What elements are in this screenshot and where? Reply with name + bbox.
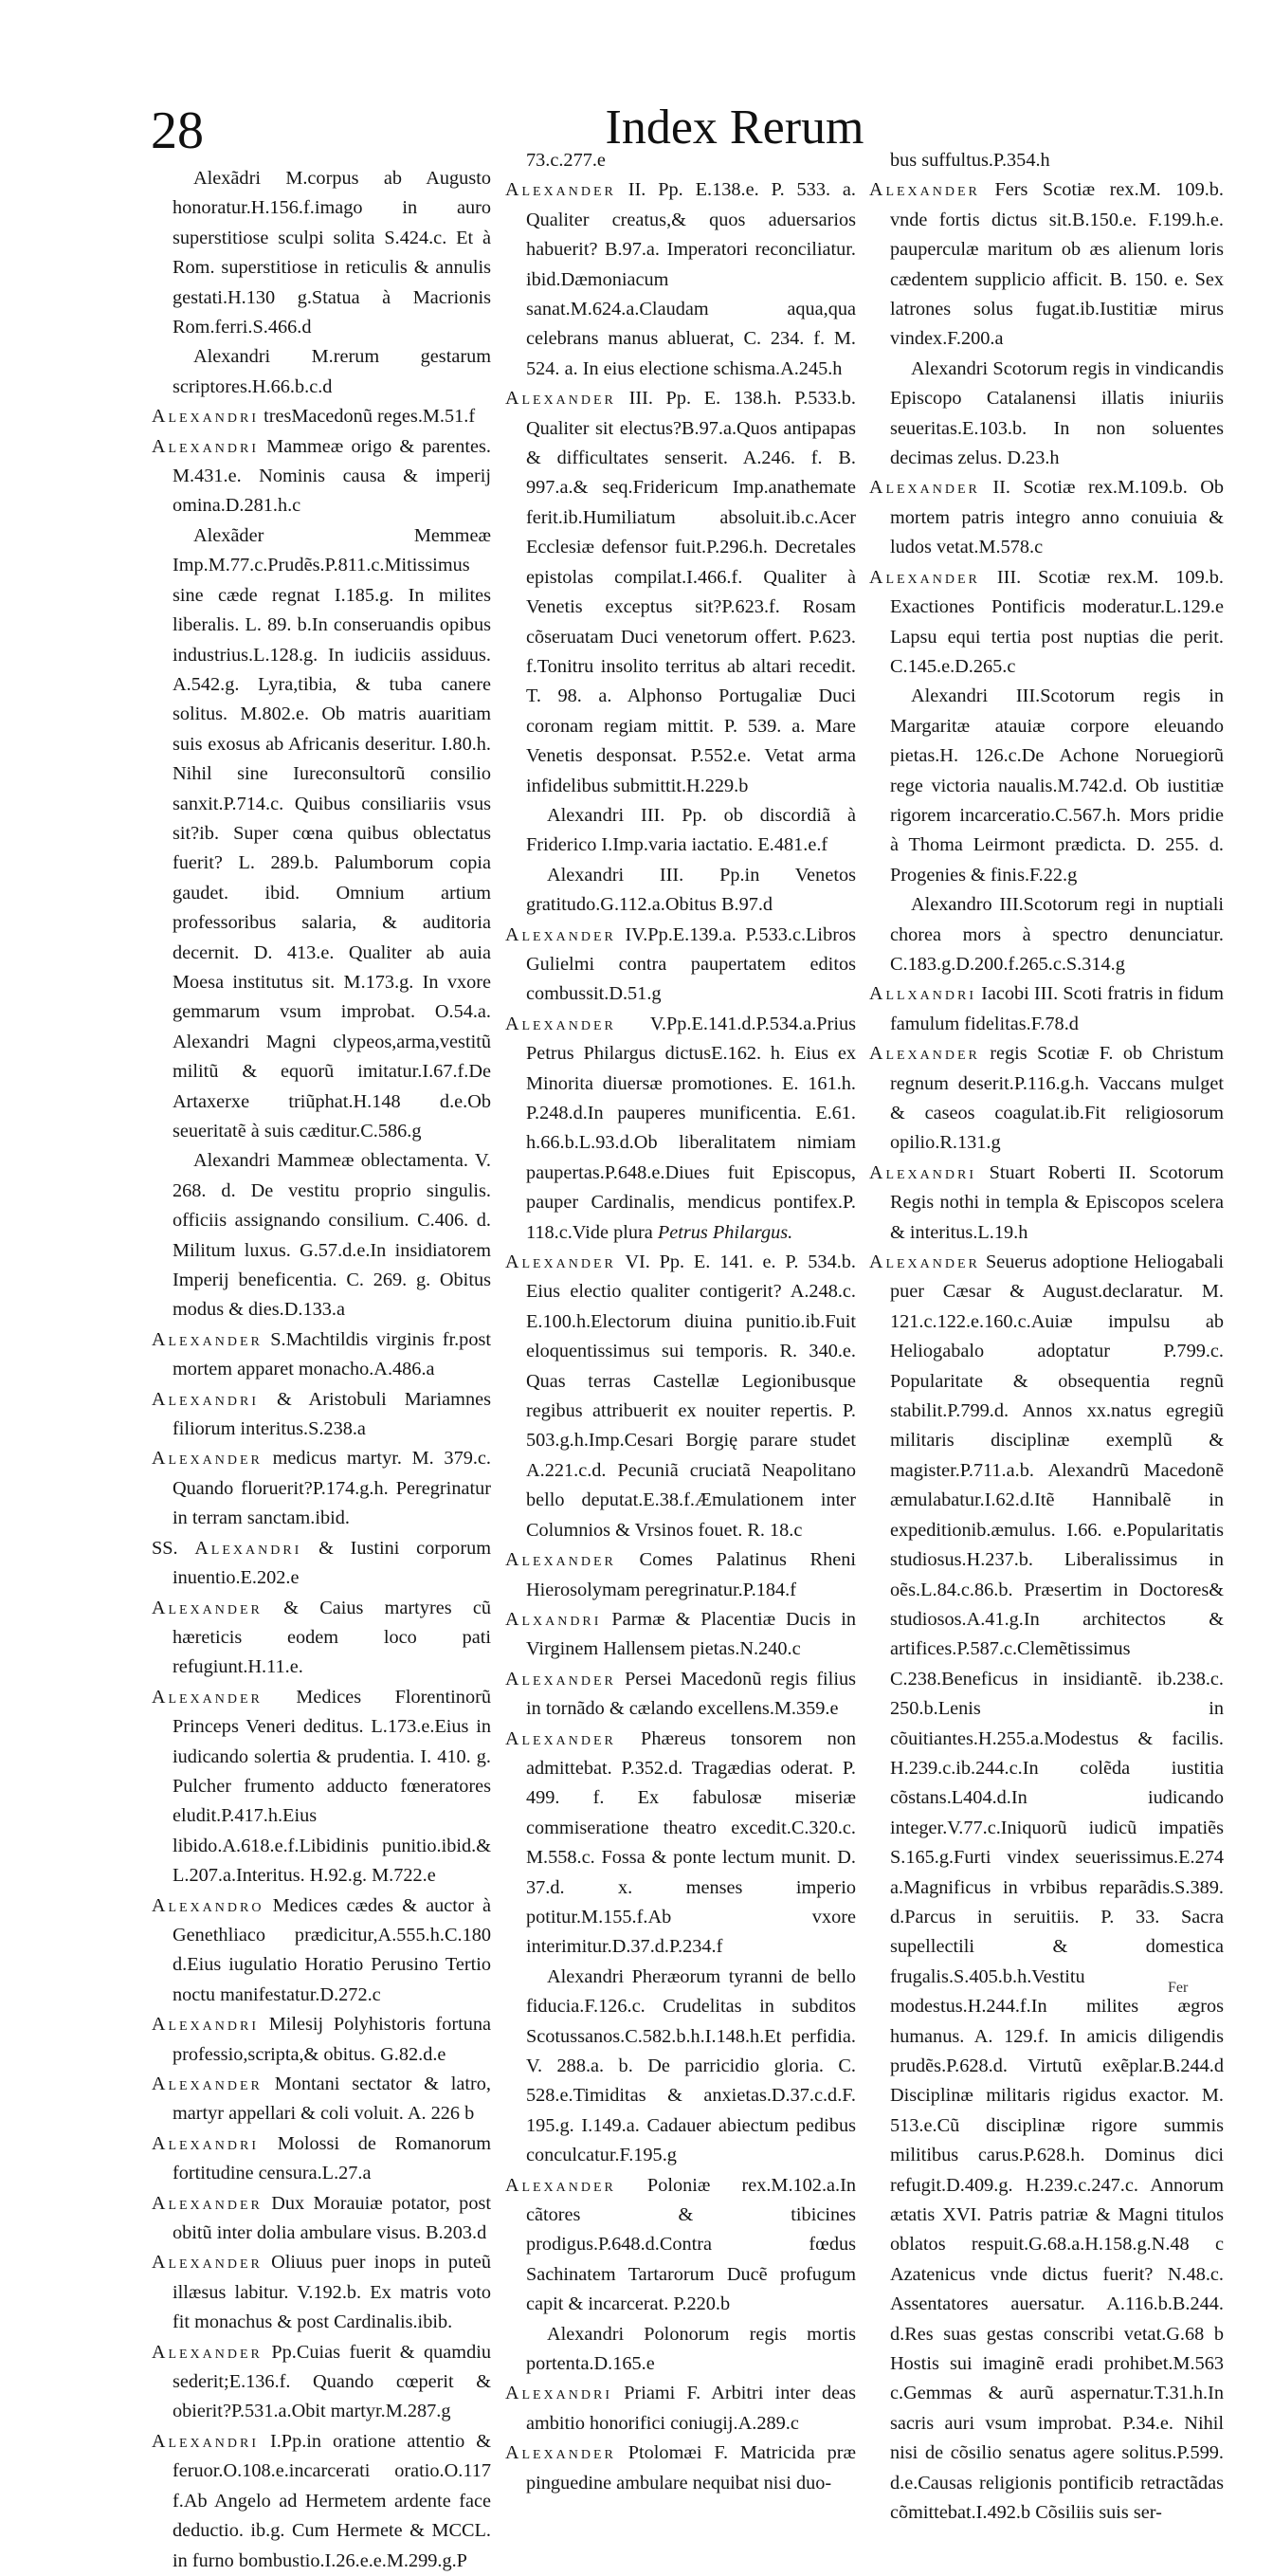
index-entry [505, 801, 856, 861]
index-entry [505, 1248, 856, 1545]
entry-text: II. Pp. E.138.e. P. 533. a. Qualiter creatus,& quos aduersarios habuerit? B.97.a. Imperatori reconciliatur. ibid.Dæmoniacum sanat.M.624.a.Claudam aqua,qua celebrans manus abluerat, C. 234. f. M. 524. a. In eius electione schisma.A.245.h [526, 179, 856, 379]
index-entry [152, 1444, 491, 1533]
entry-text: Alexandro III.Scotorum regi in nuptiali chorea mors à spectro denunciatur. C.183.g.D.200.f.265.c.S.314.g [890, 894, 1224, 975]
index-entry [505, 146, 856, 175]
entry-headword: Alexandri [194, 1537, 302, 1559]
entry-headword: Alexandri [152, 435, 259, 457]
page-title: Index Rerum [605, 100, 864, 155]
entry-text: Parmæ & Placentiæ Ducis in Virginem Hallensem pietas.N.240.c [526, 1608, 856, 1660]
entry-text: 73.c.277.e [526, 150, 606, 171]
entry-text: Seuerus adoptione Heliogabali puer Cæsar & August.declaratur. M. 121.c.122.e.160.c.Auiæ impulsu ab Heliogabalo adoptatur P.799.c. Popularitate & obsequentia regnũ stabilit.P.799.d. Annos xx.natus egregiũ militaris disciplinæ exemplũ & magister.P.711.a.b. Alexandrũ Macedonẽ æmulabatur.I.62.d.Itẽ Hannibalẽ in expeditionib.æmulus. I.66. e.Popularitatis studiosus.H.237.b. Liberalissimus in oẽs.L.84.c.86.b. Præsertim in Doctores& studiosos.A.41.g.In architectos & artifices.P.587.c.Clemẽtissimus C.238.Beneficus in insidiantẽ. ib.238.c. 250.b.Lenis in cõuitiantes.H.255.a.Modestus & facilis. H.239.c.ib.244.c.In colẽda iustitia cõstans.L404.d.In iudicando integer.V.77.c.Iniquorũ iudicũ impatiẽs S.165.g.Furti vindex seuerissimus.E.274 a.Magnificus in vrbibus reparãdis.S.389. d.Parcus in seruitiis. P. 33. Sacra supellectili & domestica frugalis.S.405.b.h.Vestitu modestus.H.244.f.In milites ægros humanus. A. 129.f. In amicis diligendis prudẽs.P.628.d. Virtutũ exẽplar.B.244.d Disciplinæ militaris rigidus exactor. M. 513.e.Cũ disciplinæ rigore summis militibus carus.P.628.h. Dominus dici refugit.D.409.g. H.239.c.247.c. Annorum ætatis XVI. Patris patriæ & Magni titulos oblatos respuit.G.68.a.H.158.g.N.48 c Azatenicus vnde dictus fuerit? N.48.c. Assentatores auersatur. A.116.b.B.244. d.Res suas gestas conscribi vetat.G.68 b Hostis sui imaginẽ eradi prohibet.M.563 c.Gemmas & aurũ aspernatur.T.31.h.In sacris auri vsum improbat. P.34.e. Nihil nisi de cõsilio senatus agere solitus.P.599. d.e.Causas religionis pontificib retractãdas cõmittebat.I.492.b Cõsiliis suis ser- [890, 1251, 1224, 2524]
entry-headword: Alexandri [505, 2383, 612, 2404]
entry-text: Phæreus tonsorem non admittebat. P.352.d. Tragædias oderat. P. 499. f. Ex fabulosæ miseriæ commiseratione theatro excedit.C.320.c. M.558.c. Fossa & ponte lectum munit. D. 37.d. x. menses imperio potitur.M.155.f.Ab vxore interimitur.D.37.d.P.234.f [526, 1727, 856, 1958]
entry-text: Alexãdri M.corpus ab Augusto honoratur.H.156.f.imago in auro superstitiose sculpi solita S.424.c. Et à Rom. superstitiose in reticulis & annulis gestati.H.130 g.Statua à Macrionis Rom.ferri.S.466.d [173, 168, 491, 338]
index-entry [152, 2189, 491, 2249]
entry-headword: Alexandri [152, 1388, 259, 1410]
index-entry [505, 861, 856, 921]
entry-cross-reference: Petrus Philargus. [657, 1221, 793, 1243]
entry-text: Alexandri M.rerum gestarum scriptores.H.66.b.c.d [173, 346, 491, 397]
index-entry [152, 2129, 491, 2189]
entry-text: S.Machtildis virginis fr.post mortem apparet monacho.A.486.a [173, 1328, 491, 1380]
entry-headword: Alexander [152, 1597, 263, 1618]
entry-headword: Alexander [152, 1448, 263, 1470]
entry-text: Fers Scotiæ rex.M. 109.b. vnde fortis dictus sit.B.150.e. F.199.h.e. pauperculæ maritum ob æs alienum loris cædentem supplicio afficit. B. 150. e. Sex latrones solus fugat.ib.Iustitiæ mirus vindex.F.200.a [890, 179, 1224, 350]
entry-headword: Alexander [505, 1251, 616, 1273]
entry-text: II. Scotiæ rex.M.109.b. Ob mortem patris integro anno conuiuia & ludos vetat.M.578.c [890, 477, 1224, 558]
index-entry [505, 2171, 856, 2320]
index-entry [152, 402, 491, 431]
entry-headword: Alexander [152, 1686, 263, 1708]
entry-text: Ptolomæi F. Matricida præ pinguedine ambulare nequibat nisi duo- [526, 2442, 856, 2494]
index-entry [152, 2427, 491, 2576]
entry-headword: Alexander [505, 1668, 616, 1690]
entry-text: Alexandri Polonorum regis mortis portenta.D.165.e [526, 2323, 856, 2375]
entry-headword: Alexander [505, 179, 616, 201]
entry-headword: Alexander [869, 1043, 980, 1065]
entry-headword: Alexander [869, 566, 980, 588]
index-column-left [152, 164, 491, 2576]
entry-text: medicus martyr. M. 379.c. Quando floruerit?P.174.g.h. Peregrinatur in terram sanctam.ibid. [173, 1448, 491, 1529]
entry-text: Pp.Cuias fuerit & quamdiu sederit;E.136.f. Quando cœperit & obierit?P.531.a.Obit martyr.M.287.g [173, 2341, 491, 2422]
entry-text: V.Pp.E.141.d.P.534.a.Prius Petrus Philargus dictusE.162. h. Eius ex Minorita diuersæ promotiones. E. 161.h. P.248.d.In pauperes munificentia. E.61. h.66.b.L.93.d.Ob liberalitatem nimiam paupertas.P.648.e.Diues fuit Episcopus, pauper Cardinalis, mendicus pontifex.P. 118.c.Vide plura [526, 1013, 856, 1243]
index-entry [505, 384, 856, 801]
entry-text: Alexandri Scotorum regis in vindicandis Episcopo Catalanensi illatis iniuriis seueritas.E.103.b. In non soluentes decimas zelus. D.23.h [890, 357, 1224, 469]
entry-headword: Alexandri [152, 2132, 259, 2154]
index-entry [869, 682, 1224, 890]
entry-text: Molossi de Romanorum fortitudine censura.L.27.a [173, 2132, 491, 2184]
catchword: Fer [1168, 1980, 1189, 1996]
index-entry [152, 2248, 491, 2337]
entry-text: I.Pp.in oratione attentio & feruor.O.108.e.incarcerati oratio.O.117 f.Ab Angelo ad Hermetem ardente face deductio. ib.g. Cum Hermete & MCCL. in furno bombustio.I.26.e.e.M.299.g.P [173, 2430, 491, 2571]
index-entry [152, 1683, 491, 1891]
index-entry [152, 1385, 491, 1445]
entry-text: Stuart Roberti II. Scotorum Regis nothi in templa & Episcopos scelera & interitus.L.19.h [890, 1161, 1225, 1243]
entry-text: Alexandri Mammeæ oblectamenta. V. 268. d. De vestitu proprio singulis. officiis assignando consilium. C.406. d. Militum luxus. G.57.d.e.In insidiatorem Imperij beneficentia. C. 269. g. Obitus modus & dies.D.133.a [173, 1150, 491, 1321]
entry-text: Alexandri III.Scotorum regis in Margaritæ atauiæ corpore eleuando pietas.H. 126.c.De Achone Noruegiorũ rege victoria naualis.M.742.d. Ob iustitiæ rigorem incarceratio.C.567.h. Mors pridie à Thoma Leirmont prædicta. D. 255. d. Progenies & finis.F.22.g [890, 685, 1224, 886]
index-entry [869, 563, 1224, 683]
entry-text: Mammeæ origo & parentes. M.431.e. Nominis causa & imperij omina.D.281.h.c [173, 435, 491, 517]
entry-text: Montani sectator & latro, martyr appellari & coli voluit. A. 226 b [173, 2074, 491, 2125]
entry-text: Milesij Polyhistoris fortuna professio,scripta,& obitus. G.82.d.e [173, 2014, 491, 2065]
entry-headword: Alexander [869, 1251, 980, 1273]
index-entry [505, 2379, 856, 2439]
entry-text: & Caius martyres cũ hæreticis eodem loco pati refugiunt.H.11.e. [173, 1597, 491, 1678]
entry-text: Oliuus puer inops in puteũ illæsus labitur. V.192.b. Ex matris voto fit monachus & post Cardinalis.ibib. [173, 2252, 491, 2333]
entry-text: Comes Palatinus Rheni Hierosolymam peregrinatur.P.184.f [526, 1549, 856, 1600]
index-entry [505, 1963, 856, 2171]
entry-text: Priami F. Arbitri inter deas ambitio honorifici coniugij.A.289.c [526, 2383, 856, 2434]
entry-text: III. Scotiæ rex.M. 109.b. Exactiones Pontificis moderatur.L.129.e Lapsu equi tertia post nuptias die perit. C.145.e.D.265.c [890, 566, 1224, 677]
index-column-middle [505, 146, 856, 2498]
entry-text: VI. Pp. E. 141. e. P. 534.b. Eius electio qualiter contigerit? A.248.c. E.100.h.Electorum diuina punitio.ib.Fuit eloquentissimus sui temporis. R. 340.e. Quas terras Castellæ Legionibusque regibus attribuerit ex nouiter repertis. P. 503.g.h.Imp.Cesari Borgię parare studet A.221.c.d. Pecuniã cruciatã Neapolitano bello deputat.E.38.f.Æmulationem inter Columnios & Vrsinos fouet. R. 18.c [526, 1251, 856, 1541]
index-entry [869, 355, 1224, 474]
index-entry [152, 2070, 491, 2129]
index-column-right [869, 146, 1224, 2529]
index-entry [869, 175, 1224, 354]
entry-text: Medices Florentinorũ Princeps Veneri deditus. L.173.e.Eius in iudicando solertia & prudentia. I. 410. g. Pulcher frumento adducto fœneratores eludit.P.417.h.Eius libido.A.618.e.f.Libidinis punitio.ibid.& L.207.a.Interitus. H.92.g. M.722.e [173, 1686, 491, 1887]
entry-text: IV.Pp.E.139.a. P.533.c.Libros Gulielmi contra paupertatem editos combussit.D.51.g [526, 923, 856, 1005]
entry-text: Medices cædes & auctor à Genethliaco prædicitur,A.555.h.C.180 d.Eius iugulatio Horatio Perusino Tertio noctu manifestatur.D.272.c [173, 1894, 491, 2005]
index-entry [152, 2338, 491, 2427]
entry-headword: Alexander [505, 2442, 616, 2464]
entry-headword: Alexander [505, 1549, 616, 1571]
entry-headword: Alexander [505, 923, 616, 945]
entry-headword: Alexandri [152, 2014, 259, 2036]
entry-text: III. Pp. E. 138.h. P.533.b. Qualiter sit electus?B.97.a.Quos antipapas & difficultates senserit. A.246. f. B. 997.a.& seq.Fridericum Imp.anathemate ferit.ib.Humiliatum absoluit.ib.c.Acer Ecclesiæ defensor fuit.P.296.h. Decretales epistolas compilat.I.466.f. Qualiter à Venetis exceptus sit?P.623.f. Rosam cõseruatam Duci venetorum offert. P.623. f.Tonitru insolito territus ab altari recedit. T. 98. a. Alphonso Portugaliæ Duci coronam regiam mittit. P. 539. a. Mare Venetis desponsat. P.552.e. Vetat arma infidelibus submittit.H.229.b [526, 388, 856, 796]
index-entry [869, 890, 1224, 979]
index-entry [505, 1605, 856, 1665]
index-entry [505, 175, 856, 384]
index-entry [505, 1725, 856, 1963]
entry-headword: Alexander [152, 2341, 263, 2363]
index-entry [869, 1039, 1224, 1159]
entry-headword: Alexander [152, 2192, 263, 2214]
index-entry [152, 521, 491, 1147]
entry-text: Alexandri Pheræorum tyranni de bello fiducia.F.126.c. Crudelitas in subditos Scotussanos.C.582.b.h.I.148.h.Et perfidia. V. 288.a. b. De parricidio gloria. C. 528.e.Timiditas & anxietas.D.37.c.d.F. 195.g. I.149.a. Cadauer abiectum pedibus conculcatur.F.195.g [526, 1965, 856, 2166]
entry-headword: Alexander [505, 388, 616, 410]
entry-text: Iacobi III. Scoti fratris in fidum famulum fidelitas.F.78.d [890, 983, 1224, 1034]
entry-text: Poloniæ rex.M.102.a.In cãtores & tibicines prodigus.P.648.d.Contra fœdus Sachinatem Tartarorum Ducẽ profugum capit & incarcerat. P.220.b [526, 2174, 856, 2315]
index-entry [505, 1665, 856, 1725]
index-entry [152, 1534, 491, 1594]
index-entry [505, 2320, 856, 2380]
index-entry [505, 1545, 856, 1605]
index-entry [152, 1594, 491, 1683]
entry-headword: Alexandri [152, 406, 259, 428]
entry-headword: Alexander [505, 1727, 616, 1749]
index-entry [869, 473, 1224, 562]
entry-text: & Iustini corporum inuentio.E.202.e [173, 1537, 491, 1589]
entry-headword: Alexander [869, 477, 980, 499]
index-entry [152, 164, 491, 342]
entry-headword: Allxandri [869, 983, 976, 1005]
entry-text: tresMacedonũ reges.M.51.f [264, 406, 476, 428]
entry-text: Alexandri III. Pp. ob discordiã à Friderico I.Imp.varia iactatio. E.481.e.f [526, 804, 856, 856]
index-entry [869, 146, 1224, 175]
index-entry [869, 1248, 1224, 2528]
entry-headword: Alxandri [505, 1608, 602, 1630]
entry-headword: Alexander [505, 1013, 616, 1034]
entry-text: Alexãder Memmeæ Imp.M.77.c.Prudẽs.P.811.c.Mitissimus sine cæde regnat I.185.g. In milites liberalis. L. 89. b.In conseruandis opibus industrius.L.128.g. In iudiciis assiduus. A.542.g. Lyra,tibia, & tuba canere solitus. M.802.e. Ob matris auaritiam suis exosus ab Africanis deseritur. I.80.h. Nihil sine Iureconsultorũ consilio sanxit.P.714.c. Quibus consiliariis vsus sit?ib. Super cœna quibus oblectatus fuerit? L. 289.b. Palumborum copia gaudet. ibid. Omnium artium professoribus salaria, & auditoria decernit. D. 413.e. Qualiter ab auia Moesa institutus sit. M.173.g. In vxore gemmarum vsum improbat. O.54.a. Alexandri Magni clypeos,arma,vestitũ militũ & equorũ imitatur.I.67.f.De Artaxerxe triũphat.H.148 d.e.Ob seueritatẽ à suis cæditur.C.586.g [173, 524, 491, 1142]
entry-headword: Alexandri [152, 2430, 259, 2452]
entry-headword: Alexander [152, 2252, 263, 2274]
index-entry [152, 342, 491, 402]
index-entry [505, 1010, 856, 1248]
index-entry [152, 1325, 491, 1385]
entry-text: Alexandri III. Pp.in Venetos gratitudo.G.112.a.Obitus B.97.d [526, 864, 856, 916]
index-entry [869, 1159, 1224, 1248]
index-entry [152, 432, 491, 521]
entry-headword: Alexandri [869, 1161, 976, 1183]
index-entry [152, 1146, 491, 1325]
page-number: 28 [151, 101, 204, 160]
entry-headword: Alexander [152, 2074, 263, 2094]
index-entry [152, 2010, 491, 2070]
entry-headword: Alexander [505, 2174, 616, 2196]
index-entry [505, 921, 856, 1010]
entry-text: & Aristobuli Mariamnes filiorum interitus.S.238.a [173, 1388, 491, 1440]
entry-headword: Alexandro [152, 1894, 264, 1916]
entry-text: bus suffultus.P.354.h [890, 150, 1050, 171]
entry-text: Dux Morauiæ potator, post obitũ inter dolia ambulare visus. B.203.d [173, 2192, 491, 2244]
entry-prefix: SS. [152, 1537, 195, 1559]
entry-text: regis Scotiæ F. ob Christum regnum deserit.P.116.g.h. Vaccans mulget & caseos coagulat.ib.Fit religiosorum opilio.R.131.g [890, 1043, 1224, 1154]
entry-headword: Alexander [869, 179, 980, 201]
index-entry [869, 979, 1224, 1039]
entry-text: Persei Macedonũ regis filius in tornãdo & cælando excellens.M.359.e [526, 1668, 856, 1720]
index-entry [152, 1891, 491, 2011]
entry-headword: Alexander [152, 1328, 263, 1350]
index-entry [505, 2439, 856, 2498]
